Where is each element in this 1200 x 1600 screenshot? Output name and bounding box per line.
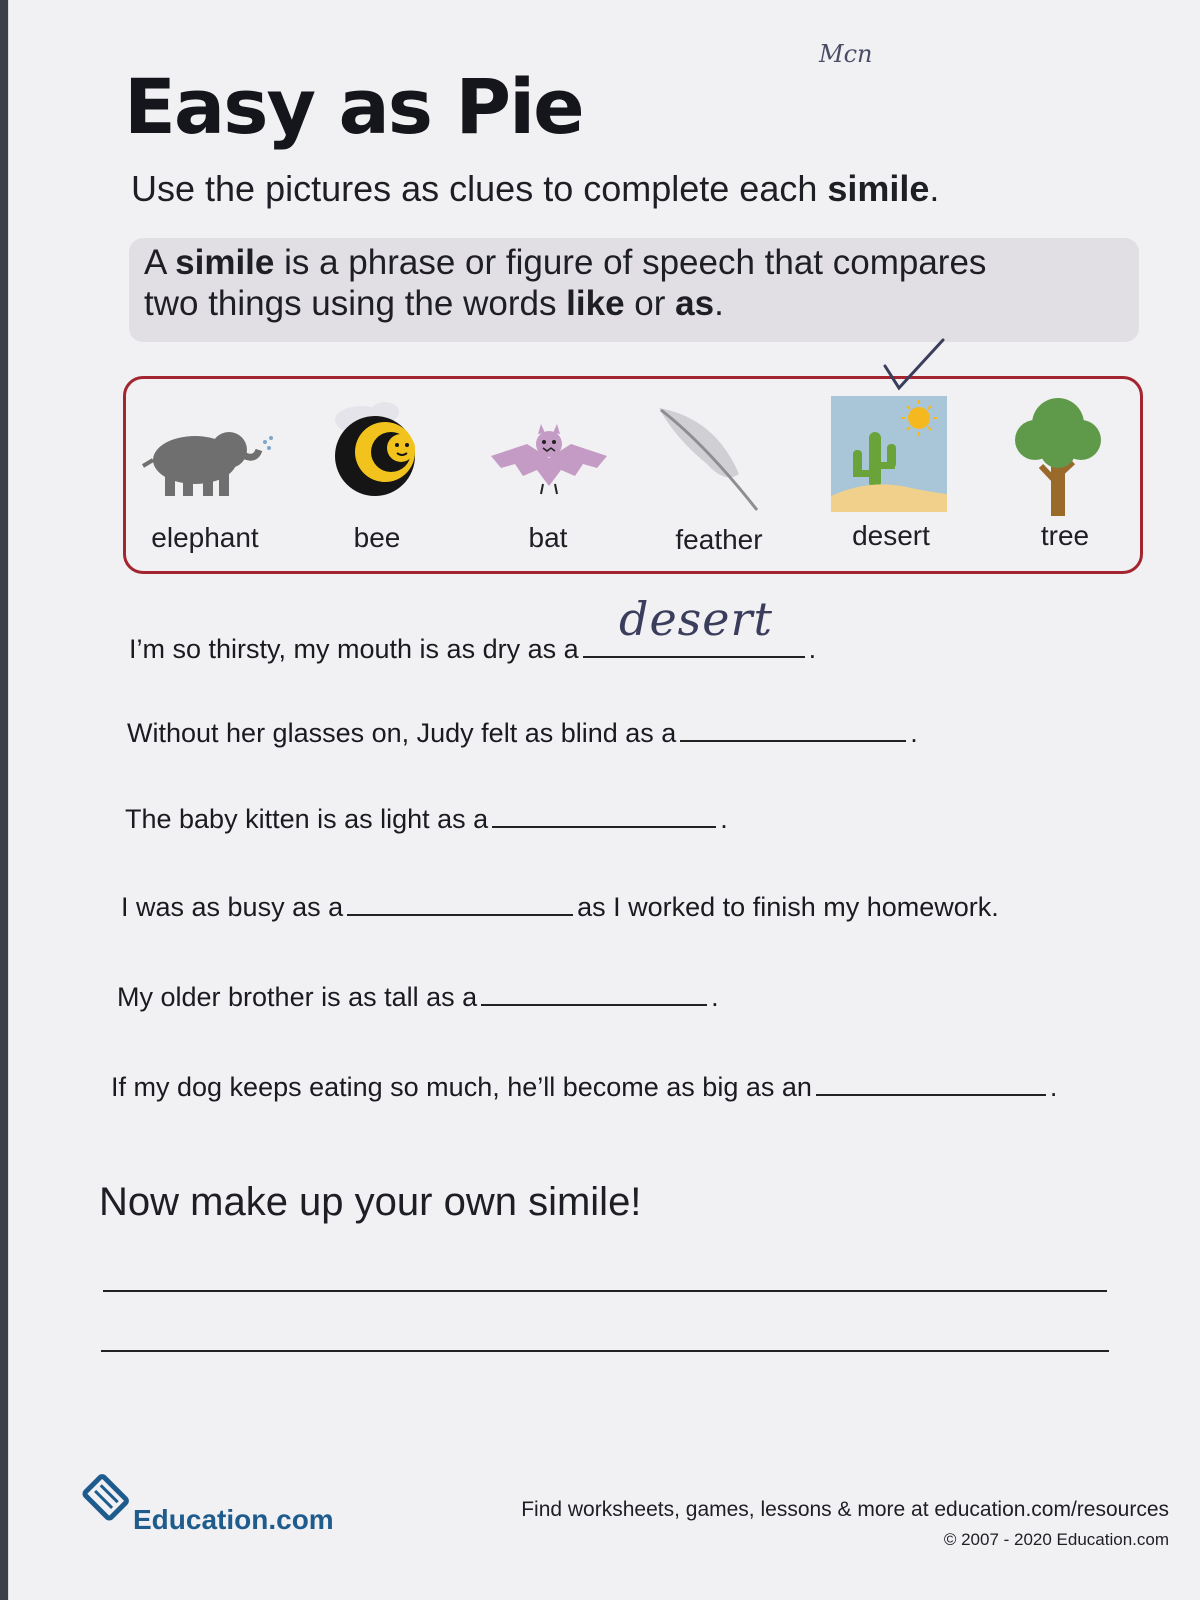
footer-copyright: © 2007 - 2020 Education.com <box>943 1530 1169 1549</box>
sentence-text: I’m so thirsty, my mouth is as dry as a <box>129 634 579 664</box>
definition-text: is a phrase or figure of speech that compares <box>274 243 987 282</box>
instructions-text: Use the pictures as clues to complete each <box>131 168 828 209</box>
word-bank-label-elephant: elephant <box>151 522 259 553</box>
instructions-keyword: simile <box>827 168 930 209</box>
definition-text: . <box>714 284 724 323</box>
sentence-ending: . <box>720 804 728 834</box>
worksheet-title: Easy as Pie <box>124 62 583 151</box>
handwritten-initials: Mcn <box>819 40 873 68</box>
answer-blank[interactable] <box>481 1003 707 1006</box>
word-bank-label-bee: bee <box>353 522 401 553</box>
definition-text: two things using the words <box>144 284 567 323</box>
bee-icon <box>321 400 431 500</box>
footer-resources: Find worksheets, games, lessons & more at education.com/resources <box>521 1498 1169 1521</box>
sentence-ending: . <box>808 634 817 664</box>
definition-term: simile <box>175 243 275 282</box>
word-bank-label-feather: feather <box>675 524 763 555</box>
word-bank-label-tree: tree <box>1040 520 1090 551</box>
feather-icon <box>655 404 765 514</box>
sentence-ending: . <box>910 718 918 748</box>
answer-blank[interactable] <box>583 655 805 658</box>
definition-text: or <box>624 284 676 323</box>
checkmark-icon <box>879 336 949 396</box>
sentence-3 <box>125 804 728 835</box>
answer-blank[interactable] <box>347 913 573 916</box>
sentence-4 <box>121 892 999 923</box>
answer-blank[interactable] <box>680 739 906 742</box>
brand-name: Education.com <box>133 1504 334 1535</box>
answer-blank[interactable] <box>816 1093 1046 1096</box>
sentence-text: If my dog keeps eating so much, he’ll become as big as an <box>111 1072 812 1102</box>
sentence-ending: as I worked to finish my homework. <box>577 892 999 922</box>
sentence-text: I was as busy as a <box>121 892 344 922</box>
worksheet-page <box>8 0 1200 1600</box>
instructions-period: . <box>929 168 940 209</box>
sentence-6 <box>111 1072 1057 1103</box>
sentence-text: Without her glasses on, Judy felt as blind as a <box>127 718 677 748</box>
sentence-2 <box>127 718 918 749</box>
bat-icon <box>487 418 611 498</box>
writing-line[interactable] <box>101 1350 1109 1352</box>
writing-line[interactable] <box>103 1290 1107 1292</box>
answer-blank[interactable] <box>492 825 716 828</box>
sentence-ending: . <box>711 982 719 1012</box>
own-simile-prompt: Now make up your own simile! <box>99 1180 642 1224</box>
instructions <box>131 168 939 210</box>
sentence-ending: . <box>1049 1072 1058 1102</box>
sentence-text: My older brother is as tall as a <box>117 982 478 1012</box>
sentence-5 <box>117 982 719 1013</box>
elephant-icon <box>137 420 277 500</box>
word-bank-label-desert: desert <box>852 520 930 551</box>
sentence-text: The baby kitten is as light as a <box>125 804 489 834</box>
education-com-logo-icon <box>77 1470 133 1526</box>
simile-definition <box>144 242 1124 324</box>
tree-icon <box>1011 396 1107 520</box>
handwritten-answer: desert <box>619 592 773 646</box>
definition-keyword-as: as <box>675 284 715 323</box>
desert-icon <box>831 396 947 512</box>
definition-text: A <box>144 243 176 282</box>
word-bank-label-bat: bat <box>528 522 568 553</box>
definition-keyword-like: like <box>566 284 625 323</box>
